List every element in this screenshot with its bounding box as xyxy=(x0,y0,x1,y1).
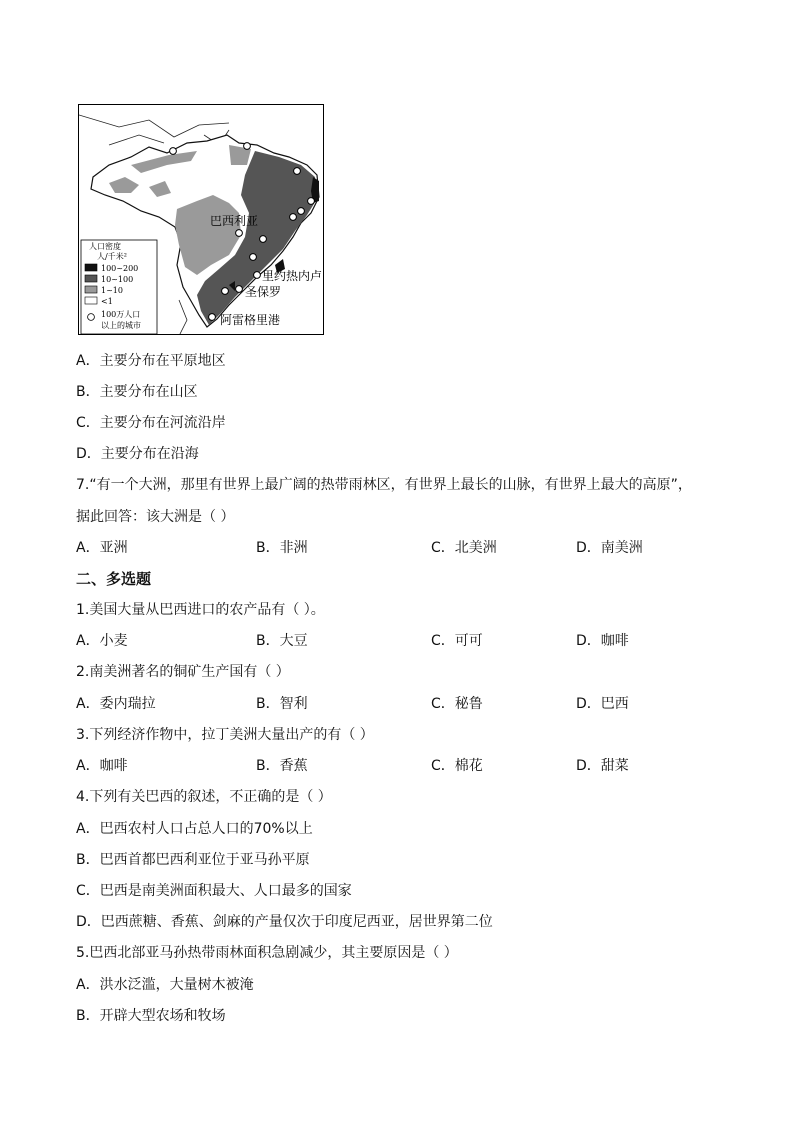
city-marker xyxy=(236,286,243,293)
city-marker xyxy=(298,208,305,215)
city-marker xyxy=(260,236,267,243)
city-marker xyxy=(254,272,261,279)
q6-option-b: B．主要分布在山区 xyxy=(76,384,198,400)
city-marker xyxy=(250,254,257,261)
m4-option-b: B．巴西首都巴西利亚位于亚马孙平原 xyxy=(76,852,310,868)
city-label-brasilia: 巴西利亚 xyxy=(210,214,259,228)
legend-city-line2: 以上的城市 xyxy=(101,321,141,330)
legend-class-label: <1 xyxy=(101,297,113,306)
legend-unit: 人/千米² xyxy=(97,252,127,261)
q7-stem-line2: 据此回答：该大洲是（ ） xyxy=(76,509,235,525)
m3-options xyxy=(76,756,736,776)
m1-options xyxy=(76,631,736,651)
legend-city-icon xyxy=(88,314,95,321)
city-marker xyxy=(222,288,229,295)
m5-option-a: A．洪水泛滥，大量树木被淹 xyxy=(76,977,254,993)
q7-option-c: C．北美洲 xyxy=(431,540,497,556)
m1-option-a: A．小麦 xyxy=(76,633,128,649)
m2-option-c: C．秘鲁 xyxy=(431,696,483,712)
city-label-portoalegre: 阿雷格里港 xyxy=(220,313,281,327)
m1-option-b: B．大豆 xyxy=(256,633,308,649)
m2-option-a: A．委内瑞拉 xyxy=(76,696,156,712)
m4-option-c: C．巴西是南美洲面积最大、人口最多的国家 xyxy=(76,883,352,899)
q6-option-c: C．主要分布在河流沿岸 xyxy=(76,415,226,431)
q6-option-a: A．主要分布在平原地区 xyxy=(76,353,226,369)
q7-option-d: D．南美洲 xyxy=(576,540,643,556)
legend-swatch xyxy=(85,297,97,304)
m3-stem: 3.下列经济作物中，拉丁美洲大量出产的有（ ） xyxy=(76,727,374,743)
m2-option-d: D．巴西 xyxy=(576,696,629,712)
m4-option-d: D．巴西蔗糖、香蕉、剑麻的产量仅次于印度尼西亚，居世界第二位 xyxy=(76,914,493,930)
m4-option-a: A．巴西农村人口占总人口的70%以上 xyxy=(76,821,313,837)
q7-options xyxy=(76,538,736,558)
m2-option-b: B．智利 xyxy=(256,696,308,712)
legend-title: 人口密度 xyxy=(89,242,121,251)
m3-option-a: A．咖啡 xyxy=(76,758,128,774)
legend-swatch xyxy=(85,286,97,293)
city-label-rio: 里约热内卢 xyxy=(262,269,323,283)
legend-city-line1: 100万人口 xyxy=(101,310,141,319)
q6-option-d: D．主要分布在沿海 xyxy=(76,446,199,462)
legend-class-label: 10~100 xyxy=(101,275,134,284)
m1-option-d: D．咖啡 xyxy=(576,633,629,649)
brazil-population-density-map xyxy=(78,104,324,335)
m2-stem: 2.南美洲著名的铜矿生产国有（ ） xyxy=(76,664,290,680)
city-marker xyxy=(290,214,297,221)
m1-stem: 1.美国大量从巴西进口的农产品有（ ）。 xyxy=(76,602,325,618)
city-marker xyxy=(209,314,216,321)
city-marker xyxy=(308,198,315,205)
city-label-saopaulo: 圣保罗 xyxy=(245,285,282,299)
q7-option-a: A．亚洲 xyxy=(76,540,128,556)
m3-option-b: B．香蕉 xyxy=(256,758,308,774)
q7-option-b: B．非洲 xyxy=(256,540,308,556)
city-marker xyxy=(294,168,301,175)
city-marker xyxy=(236,230,243,237)
city-marker xyxy=(244,143,251,150)
legend-swatch xyxy=(85,275,97,282)
m4-stem: 4.下列有关巴西的叙述，不正确的是（ ） xyxy=(76,789,332,805)
neighbor-border xyxy=(179,300,187,335)
section-title-multiple-choice: 二、多选题 xyxy=(76,570,152,588)
legend-class-label: 1~10 xyxy=(101,286,123,295)
m3-option-d: D．甜菜 xyxy=(576,758,629,774)
q7-stem-line1: 7.“有一个大洲，那里有世界上最广阔的热带雨林区，有世界上最长的山脉，有世界上最大的高原”， xyxy=(76,477,692,493)
m5-option-b: B．开辟大型农场和牧场 xyxy=(76,1008,226,1024)
legend-swatch xyxy=(85,264,97,271)
map-graphic xyxy=(79,105,324,335)
m2-options xyxy=(76,694,736,714)
m1-option-c: C．可可 xyxy=(431,633,483,649)
neighbor-border xyxy=(109,135,164,145)
m3-option-c: C．棉花 xyxy=(431,758,483,774)
legend-class-label: 100~200 xyxy=(101,264,139,273)
neighbor-border xyxy=(79,115,229,137)
m5-stem: 5.巴西北部亚马孙热带雨林面积急剧减少，其主要原因是（ ） xyxy=(76,945,458,961)
city-marker xyxy=(170,148,177,155)
